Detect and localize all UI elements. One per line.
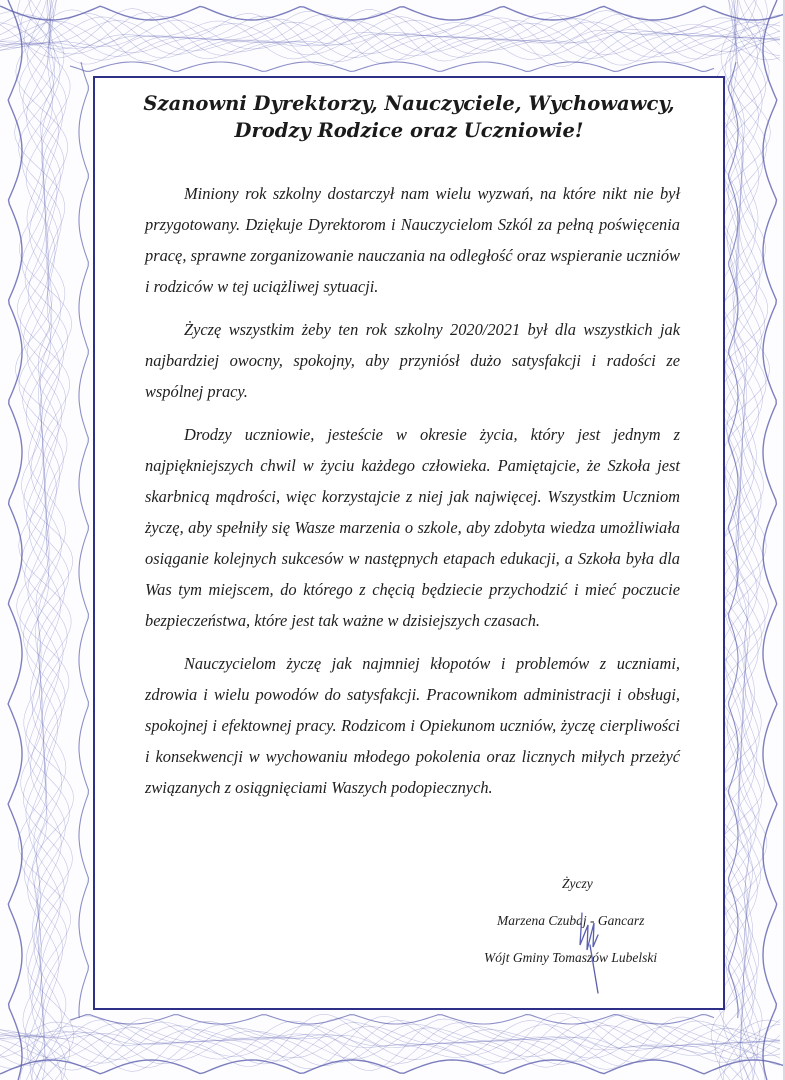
letter-heading (93, 90, 725, 144)
heading-line-2: Drodzy Rodzice oraz Uczniowie! (234, 119, 584, 142)
paragraph-2: Życzę wszystkim żeby ten rok szkolny 2020/2021 był dla wszystkich jak najbardziej owocny, spokojny, aby przyniósł dużo satysfakcji i radości ze wspólnej pracy. (145, 320, 680, 401)
signature-name: Marzena Czubaj - Gancarz (497, 913, 645, 928)
handwritten-signature-mark (568, 905, 608, 995)
letter-body (145, 178, 680, 815)
heading-line-1: Szanowni Dyrektorzy, Nauczyciele, Wychowawcy, (143, 92, 675, 115)
signature-title: Wójt Gminy Tomaszów Lubelski (484, 950, 658, 965)
signature-closing: Życzy (562, 876, 593, 891)
paragraph-1: Miniony rok szkolny dostarczył nam wielu wyzwań, na które nikt nie był przygotowany. Dziękuje Dyrektorom i Nauczycielom Szkól za pełną poświęcenia pracę, sprawne zorganizowanie nauczania na odległość oraz wspieranie uczniów i rodziców w tej uciążliwej sytuacji. (145, 184, 680, 296)
paragraph-3: Drodzy uczniowie, jesteście w okresie życia, który jest jednym z najpiękniejszych chwil w życiu każdego człowieka. Pamiętajcie, że Szkoła jest skarbnicą mądrości, więc korzystajcie z niej jak najwięcej. Wszystkim Uczniom życzę, aby spełniły się Wasze marzenia o szkole, aby zdobyta wiedza umożliwiała osiąganie kolejnych sukcesów w następnych etapach edukacji, a Szkoła była dla Was tym miejscem, do którego z chęcią będziecie przychodzić i mieć poczucie bezpieczeństwa, które jest tak ważne w dzisiejszych czasach. (145, 425, 680, 630)
paragraph-4: Nauczycielom życzę jak najmniej kłopotów i problemów z uczniami, zdrowia i wielu powodów do satysfakcji. Pracownikom administracji i obsługi, spokojnej i efektownej pracy. Rodzicom i Opiekunom uczniów, życzę cierpliwości i konsekwencji w wychowaniu młodego pokolenia oraz licznych miłych przeżyć związanych z osiągnięciami Waszych podopiecznych. (145, 654, 680, 797)
